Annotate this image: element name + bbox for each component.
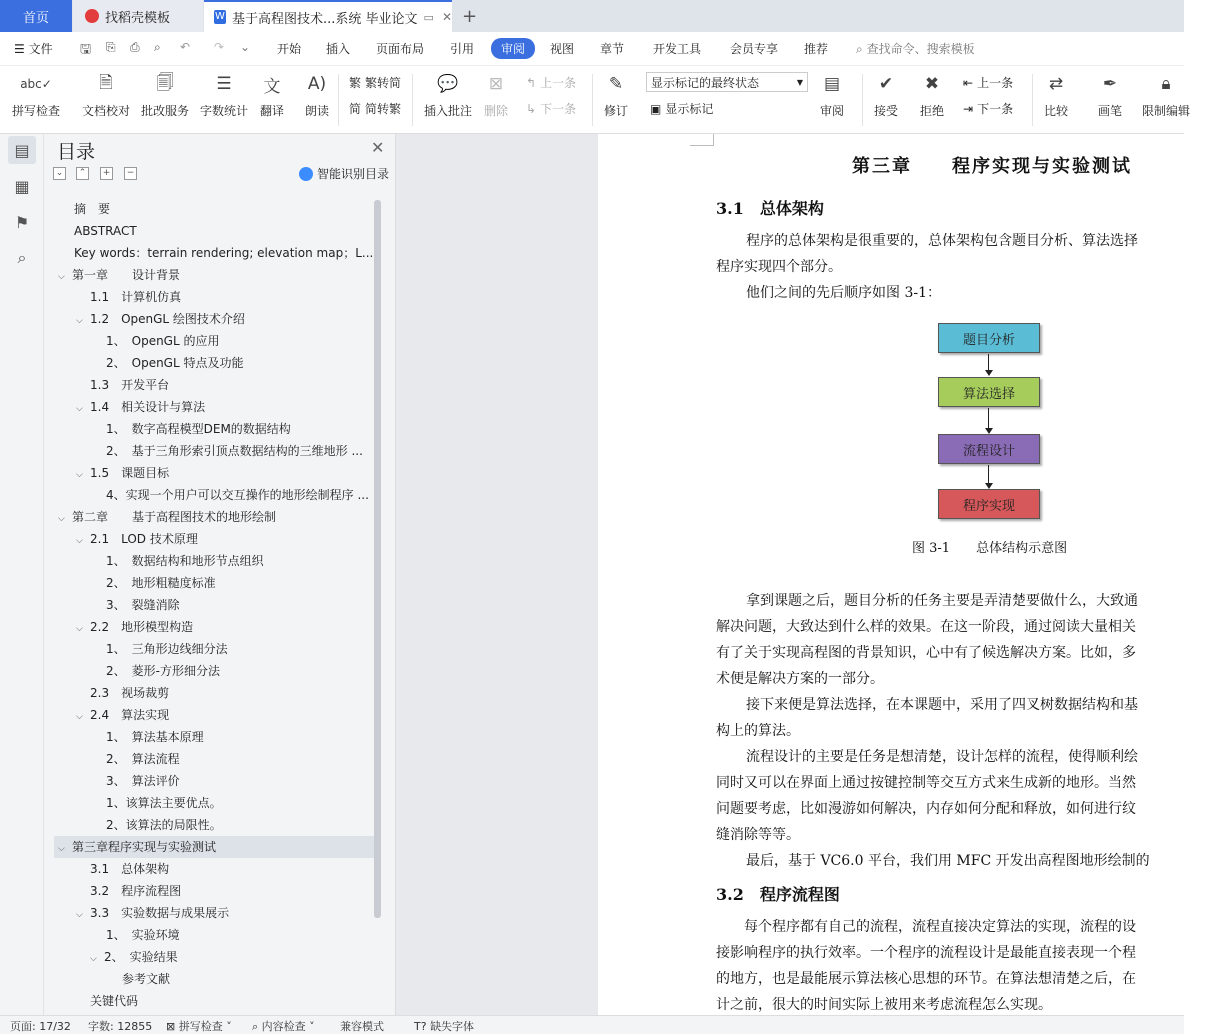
section-heading: 3.2 程序流程图 (716, 885, 840, 904)
toc-item-label: 1、 三角形边线细分法 (106, 642, 228, 656)
compat-mode: 兼容模式 (340, 1020, 384, 1033)
paragraph: 拿到课题之后，题目分析的任务主要是弄清楚要做什么，大致通 (746, 593, 1138, 609)
toc-item-label: 1、该算法主要优点。 (106, 796, 222, 810)
toc-item-label: 关键代码 (90, 994, 139, 1008)
chevron-down-icon: ▼ (796, 77, 803, 87)
flow-label: 程序实现 (962, 498, 1015, 514)
toc-item-label: 3、 算法评价 (106, 774, 180, 788)
word-count-icon: ☰ (216, 74, 232, 94)
toc-item[interactable] (76, 616, 374, 638)
search-icon[interactable]: ⌕ (17, 248, 27, 267)
missing-font-label: 缺失字体 (430, 1020, 475, 1033)
toc-item-label: 参考文献 (122, 972, 171, 986)
paragraph: 术便是解决方案的一部分。 (716, 671, 884, 687)
translate-icon: 文 (263, 76, 281, 97)
paragraph: 最后，基于 VC6.0 平台，我们用 MFC 开发出高程图地形绘制的 (746, 853, 1150, 869)
chevron-down-icon[interactable]: ⌵ (58, 514, 65, 524)
paragraph: 同时又可以在界面上通过按键控制等交互方式来生成新的地形。当然 (716, 775, 1136, 791)
flow-box-algorithm (938, 377, 1040, 407)
missing-font[interactable] (414, 1018, 474, 1034)
flow-label: 流程设计 (962, 443, 1015, 459)
review-pane-button[interactable] (818, 70, 846, 119)
chevron-down-icon[interactable]: ⌵ (76, 404, 83, 414)
delete-comment-label: 删除 (483, 104, 508, 118)
toc-chapter-item[interactable] (58, 264, 374, 286)
toc-item-label: ABSTRACT (74, 224, 137, 238)
next-change-button[interactable] (963, 100, 1013, 117)
section-nav-icon[interactable]: ▦ (14, 176, 30, 196)
new-tab-button[interactable] (462, 0, 482, 32)
prev-comment-label: 上一条 (540, 76, 577, 90)
toc-item[interactable] (106, 572, 374, 594)
bookmark-icon[interactable]: ⚑ (14, 212, 30, 232)
accept-icon: ✔ (878, 74, 894, 94)
toc-item[interactable] (122, 968, 374, 990)
flow-label: 算法选择 (962, 386, 1015, 402)
read-aloud-label: 朗读 (304, 104, 329, 118)
print-icon[interactable]: ⎙ (130, 40, 140, 54)
chevron-down-icon[interactable]: ⌵ (90, 954, 97, 964)
toc-item[interactable] (106, 550, 374, 572)
paragraph: 接影响程序的执行效率。一个程序的流程设计是最能直接表现一个程 (716, 945, 1136, 961)
status-spell-check[interactable]: ⊠ 拼写检查 ˅ (166, 1020, 232, 1033)
toc-item[interactable] (106, 748, 374, 770)
paragraph: 程序实现四个部分。 (716, 259, 842, 275)
simp-to-trad-button[interactable] (349, 100, 401, 117)
simp-to-trad-label: 简转繁 (365, 102, 402, 116)
toc-item-label: 3、 裂缝消除 (106, 598, 180, 612)
chapter-title: 第三章 程序实现与实验测试 (852, 156, 1132, 177)
toc-item[interactable] (106, 770, 374, 792)
accept-button[interactable] (872, 70, 900, 119)
toc-item-label: Key words：terrain rendering; elevation map；L... (74, 246, 374, 260)
toc-item[interactable] (106, 638, 374, 660)
paragraph: 程序的总体架构是很重要的，总体架构包含题目分析、算法选择 (746, 233, 1138, 249)
toc-item[interactable] (74, 198, 374, 220)
nav-icon-strip (0, 134, 44, 1015)
translate-label: 翻译 (259, 104, 284, 118)
paragraph: 构上的算法。 (716, 723, 800, 739)
toc-item-label: 4、实现一个用户可以交互操作的地形绘制程序 ... (106, 488, 369, 502)
save-icon[interactable]: 🖫 (80, 42, 92, 57)
markup-state-value: 显示标记的最终状态 (651, 75, 760, 90)
toc-item-label: 2、 OpenGL 特点及功能 (106, 356, 244, 370)
read-aloud-button[interactable] (303, 70, 331, 119)
ai-icon (299, 167, 313, 181)
doc-proof-label: 文档校对 (82, 104, 131, 118)
flow-box-design (938, 434, 1040, 464)
font-icon: T? (414, 1020, 427, 1033)
monitor-icon[interactable]: ▭ (423, 10, 434, 24)
toc-item-label: 第二章 基于高程图技术的地形绘制 (72, 510, 277, 524)
toc-panel (44, 134, 396, 1015)
prev-comment-button[interactable] (526, 74, 576, 91)
next-change-icon: ⇥ (963, 101, 974, 116)
smart-toc-label: 智能识别目录 (317, 167, 390, 181)
chevron-down-icon[interactable]: ⌵ (76, 910, 83, 920)
toc-item[interactable] (106, 792, 374, 814)
menu-reference[interactable]: 引用 (450, 42, 475, 56)
menu-view[interactable]: 视图 (550, 42, 575, 56)
compare-button[interactable] (1042, 70, 1070, 119)
toc-item-label: 1.5 课题目标 (90, 466, 170, 480)
markup-state-select[interactable] (646, 72, 808, 92)
menu-insert[interactable]: 插入 (326, 42, 351, 56)
prev-change-label: 上一条 (977, 76, 1014, 90)
reject-label: 拒绝 (919, 104, 944, 118)
expand-up-icon[interactable]: ⌃ (76, 167, 89, 180)
tab-document-label: 基于高程图技术...系统 毕业论文 (232, 11, 418, 27)
translate-button[interactable] (258, 70, 286, 119)
command-search-label: 查找命令、搜索模板 (866, 42, 975, 56)
menu-bar (0, 32, 1184, 66)
toc-item[interactable] (106, 924, 374, 946)
paragraph: 问题要考虑，比如漫游如何解决，内存如何分配和释放，如何进行纹 (716, 801, 1136, 817)
status-bar (0, 1015, 1184, 1034)
next-icon: ↳ (526, 101, 537, 116)
paragraph: 解决问题，大致达到什么样的效果。在这一阶段，通过阅读大量相关 (716, 619, 1136, 635)
word-count-label: 字数统计 (200, 104, 249, 118)
toc-item-label: 2.3 视场裁剪 (90, 686, 170, 700)
show-markup-label: 显示标记 (665, 102, 714, 116)
toc-item-label: 1、 数据结构和地形节点组织 (106, 554, 264, 568)
toc-item[interactable] (90, 990, 374, 1012)
batch-icon: 🗐 (156, 72, 174, 93)
trad-icon: 繁 (349, 76, 362, 90)
flow-arrow (988, 354, 989, 374)
toc-title: 目录 (57, 141, 96, 163)
batch-service-label: 批改服务 (141, 104, 190, 118)
toc-item[interactable] (106, 484, 374, 506)
toc-item[interactable] (76, 902, 374, 924)
menu-start[interactable]: 开始 (277, 42, 302, 56)
toc-item-label: 1、 OpenGL 的应用 (106, 334, 220, 348)
toc-item-label: 摘 要 (74, 202, 111, 216)
prev-icon: ↰ (526, 75, 537, 90)
toc-item-label: 2、该算法的局限性。 (106, 818, 222, 832)
simp-icon: 简 (349, 102, 362, 116)
tab-home[interactable] (0, 0, 72, 32)
toc-scrollbar[interactable] (374, 200, 381, 918)
menu-recommend[interactable]: 推荐 (804, 42, 829, 56)
toc-chapter-item[interactable] (54, 836, 374, 858)
flow-box-implement (938, 489, 1040, 519)
toc-item-label: 第一章 设计背景 (72, 268, 181, 282)
toc-item-label: 2、 实验结果 (104, 950, 178, 964)
tab-home-label: 首页 (22, 10, 49, 26)
tab-bar (0, 0, 1184, 32)
toc-item[interactable] (90, 286, 374, 308)
spell-check-button[interactable] (12, 70, 60, 119)
redo-icon[interactable]: ↷ (214, 40, 225, 54)
tab-template-label: 找稻壳模板 (105, 10, 171, 26)
toc-item-label: 1.4 相关设计与算法 (90, 400, 206, 414)
pen-icon: ✒ (1102, 74, 1118, 94)
paragraph: 计之前，很大的时间实际上被用来考虑流程怎么实现。 (716, 997, 1052, 1013)
chevron-down-icon[interactable]: ⌵ (76, 536, 83, 546)
reject-button[interactable] (918, 70, 946, 119)
paragraph: 有了关于实现高程图的背景知识，心中有了候选解决方案。比如，多 (716, 645, 1136, 661)
close-icon[interactable]: ✕ (441, 10, 452, 24)
word-count-indicator[interactable]: 字数: 12855 (88, 1020, 153, 1033)
spell-check-icon: ⊠ (166, 1020, 176, 1033)
batch-service-button[interactable] (141, 70, 189, 119)
flow-label: 题目分析 (962, 332, 1015, 348)
next-comment-label: 下一条 (540, 102, 577, 116)
toc-item[interactable] (90, 946, 374, 968)
remove-heading-icon[interactable]: − (124, 167, 137, 180)
restrict-edit-button[interactable] (1142, 70, 1190, 119)
tab-document[interactable] (204, 0, 452, 32)
chevron-down-icon[interactable]: ⌵ (76, 712, 83, 722)
toc-item-label: 2.2 地形模型构造 (90, 620, 194, 634)
show-markup-icon: ▣ (650, 101, 662, 116)
chevron-down-icon[interactable]: ⌵ (76, 470, 83, 480)
lock-icon: 🔒︎ (1161, 74, 1171, 94)
section-heading: 3.1 总体架构 (716, 199, 824, 218)
flow-arrow (988, 408, 989, 432)
flow-box-analysis (938, 323, 1040, 353)
toc-item-label: 2、 算法流程 (106, 752, 180, 766)
toc-item[interactable] (106, 726, 374, 748)
menu-layout[interactable]: 页面布局 (376, 42, 425, 56)
page-indicator[interactable]: 页面: 17/32 (10, 1020, 71, 1033)
toc-item-label: 1.2 OpenGL 绘图技术介绍 (90, 312, 245, 326)
toc-item-label: 1、 实验环境 (106, 928, 180, 942)
revise-icon: ✎ (608, 74, 624, 94)
toc-item[interactable] (90, 880, 374, 902)
toc-item[interactable] (74, 242, 374, 264)
margin-corner (690, 134, 714, 146)
toc-item-label: 2、 地形粗糙度标准 (106, 576, 216, 590)
toc-item-label: 第三章程序实现与实验测试 (72, 840, 217, 854)
search-icon: ⌕ (856, 42, 863, 56)
toc-chapter-item[interactable] (58, 506, 374, 528)
next-change-label: 下一条 (977, 102, 1014, 116)
revise-button[interactable] (602, 70, 630, 119)
chevron-down-icon[interactable]: ⌵ (76, 624, 83, 634)
review-pane-icon: ▤ (823, 74, 841, 94)
toc-item-label: 3.2 程序流程图 (90, 884, 182, 898)
toc-item-label: 3.1 总体架构 (90, 862, 170, 876)
ribbon-review (0, 66, 1191, 134)
delete-comment-icon: ⊠ (488, 74, 504, 94)
toc-item[interactable] (76, 462, 374, 484)
prev-change-button[interactable] (963, 74, 1013, 91)
toc-item[interactable] (106, 330, 374, 352)
chevron-down-icon[interactable]: ⌵ (76, 316, 83, 326)
menu-file-label: 文件 (28, 42, 53, 56)
revise-label: 修订 (603, 104, 628, 118)
toc-item[interactable] (76, 704, 374, 726)
toc-item-label: 1、 算法基本原理 (106, 730, 204, 744)
chevron-down-icon[interactable]: ⌵ (58, 272, 65, 282)
chevron-down-icon[interactable]: ⌵ (58, 844, 65, 854)
trad-to-simp-button[interactable] (349, 74, 401, 91)
toc-item[interactable] (106, 418, 374, 440)
paragraph: 他们之间的先后顺序如图 3-1： (746, 285, 941, 301)
flow-arrow (988, 465, 989, 487)
pen-button[interactable] (1096, 70, 1124, 119)
menu-member[interactable]: 会员专享 (730, 42, 779, 56)
export-icon[interactable]: ⎘ (106, 40, 116, 54)
toc-item[interactable] (106, 660, 374, 682)
undo-icon[interactable]: ↶ (180, 40, 191, 54)
toc-item-label: 3.3 实验数据与成果展示 (90, 906, 230, 920)
plus-icon: + (462, 5, 478, 27)
insert-comment-label: 插入批注 (424, 104, 473, 118)
toc-item-label: 2、 菱形-方形细分法 (106, 664, 220, 678)
paragraph: 缝消除等等。 (716, 827, 800, 843)
status-content-label: 内容检查 (261, 1020, 306, 1033)
toc-item-label: 2.4 算法实现 (90, 708, 170, 722)
proof-icon: 🗎 (99, 72, 113, 93)
add-heading-icon[interactable]: + (100, 167, 113, 180)
word-doc-icon: W (215, 11, 225, 22)
status-spell-label: 拼写检查 (178, 1020, 223, 1033)
menu-devtools[interactable]: 开发工具 (653, 42, 702, 56)
toc-item[interactable] (76, 308, 374, 330)
compare-label: 比较 (1043, 104, 1068, 118)
more-icon[interactable]: ⌄ (240, 40, 251, 54)
menu-review[interactable]: 审阅 (491, 38, 535, 59)
document-page[interactable] (598, 134, 1218, 1034)
collapse-all-icon[interactable]: ⌄ (53, 167, 66, 180)
toc-item-label: 1.3 开发平台 (90, 378, 170, 392)
toc-item-label: 2、 基于三角形索引顶点数据结构的三维地形 ... (106, 444, 363, 458)
comment-icon: 💬 (437, 74, 459, 94)
toc-icon[interactable]: ▤ (8, 136, 36, 164)
insert-comment-button[interactable] (424, 70, 472, 119)
show-markup-button[interactable] (650, 100, 713, 117)
prev-change-icon: ⇤ (963, 75, 974, 90)
paragraph: 流程设计的主要是任务是想清楚，设计怎样的流程，使得顺利绘 (746, 749, 1138, 765)
close-icon[interactable]: ✕ (371, 138, 385, 157)
toc-item-label: 1.1 计算机仿真 (90, 290, 182, 304)
toc-item[interactable] (106, 814, 374, 836)
figure-caption: 图 3-1 总体结构示意图 (912, 541, 1068, 556)
next-comment-button[interactable] (526, 100, 576, 117)
toc-item[interactable] (76, 528, 374, 550)
status-content-check[interactable]: ⌕ 内容检查 ˅ (252, 1020, 315, 1033)
tab-template[interactable] (73, 0, 203, 32)
delete-comment-button[interactable] (482, 70, 510, 119)
paragraph: 接下来便是算法选择，在本课题中，采用了四叉树数据结构和基 (746, 697, 1138, 713)
toc-item[interactable] (90, 682, 374, 704)
toc-item[interactable] (90, 374, 374, 396)
smart-toc-button[interactable] (299, 165, 389, 182)
document-area (396, 134, 1184, 1015)
toc-item-label: 1、 数字高程模型DEM的数据结构 (106, 422, 291, 436)
toc-item-label: 2.1 LOD 技术原理 (90, 532, 198, 546)
menu-section[interactable]: 章节 (600, 42, 625, 56)
toc-item[interactable] (90, 858, 374, 880)
menu-file[interactable]: ☰ 文件 (14, 42, 53, 56)
toc-item[interactable] (106, 440, 374, 462)
spell-check-label: 拼写检查 (12, 104, 61, 118)
command-search[interactable] (856, 40, 975, 57)
content-check-icon: ⌕ (252, 1020, 259, 1033)
restrict-edit-label: 限制编辑 (1142, 104, 1191, 118)
pen-label: 画笔 (1097, 104, 1122, 118)
review-pane-label: 审阅 (819, 104, 844, 118)
docer-icon (85, 9, 99, 23)
paragraph: 的地方，也是最能展示算法核心思想的环节。在算法想清楚之后，在 (716, 971, 1136, 987)
read-aloud-icon: A) (307, 74, 327, 94)
abc-spell-icon: abc✓ (20, 77, 52, 91)
word-count-button[interactable] (200, 70, 248, 119)
toc-item[interactable] (74, 220, 374, 242)
toc-item[interactable] (106, 594, 374, 616)
preview-icon[interactable]: ⌕ (154, 40, 161, 54)
toc-item[interactable] (76, 396, 374, 418)
toc-item[interactable] (106, 352, 374, 374)
compare-icon: ⇄ (1048, 74, 1064, 94)
trad-to-simp-label: 繁转简 (365, 76, 402, 90)
accept-label: 接受 (873, 104, 898, 118)
paragraph: 每个程序都有自己的流程，流程直接决定算法的实现，流程的设 (744, 919, 1136, 935)
reject-icon: ✖ (924, 74, 940, 94)
doc-proof-button[interactable] (82, 70, 130, 119)
